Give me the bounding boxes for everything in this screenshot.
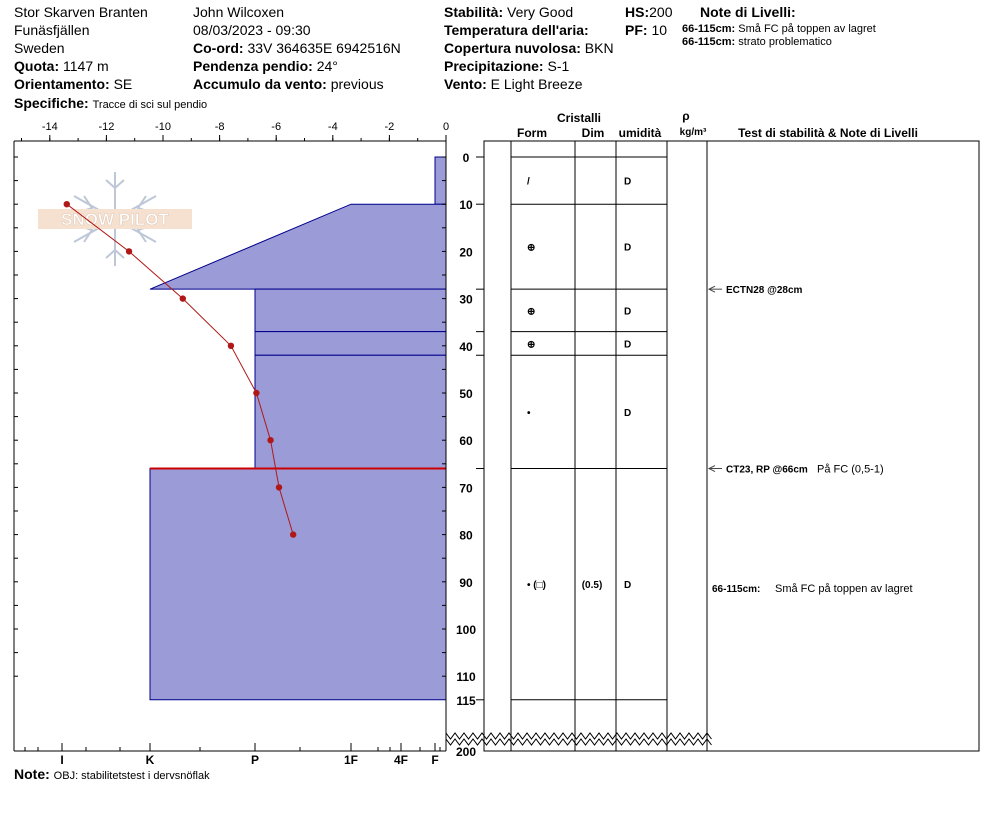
- tests-header: Test di stabilità & Note di Livelli: [738, 126, 918, 140]
- layer-moisture-0: D: [624, 176, 632, 188]
- wind-loading-value: previous: [330, 76, 384, 92]
- logo-text: SNOW PILOT: [61, 210, 169, 229]
- depth-break-upper: [446, 733, 712, 739]
- hardness-label: 1F: [343, 753, 359, 767]
- hardness-layer-1: [150, 204, 446, 289]
- temperature-point-0: [64, 201, 70, 207]
- hs-label: HS:: [625, 4, 650, 20]
- depth-label: 200: [455, 745, 477, 759]
- layer-notes-title: Note di Livelli:: [700, 4, 796, 20]
- table-frame: [484, 141, 979, 751]
- cloud-value: BKN: [584, 40, 614, 56]
- wind-value: E Light Breeze: [490, 76, 583, 92]
- temp-tick-label: -6: [271, 121, 282, 133]
- aspect-value: SE: [113, 76, 133, 92]
- temp-tick-label: -10: [155, 121, 171, 133]
- depth-label: 110: [456, 670, 476, 685]
- depth-axis: [456, 151, 476, 759]
- layer-size-5: (0.5): [581, 580, 603, 592]
- layer-note-2-range: 66-115cm:: [682, 36, 736, 48]
- temp-tick-label: -14: [41, 121, 58, 133]
- layer-moisture-3: D: [624, 339, 632, 351]
- density-header: ρ: [682, 109, 690, 123]
- depth-break-lower: [446, 739, 712, 745]
- hardness-layer-3: [255, 332, 446, 356]
- depth-label: 60: [459, 434, 473, 449]
- layer-form-1: ⊕: [527, 242, 536, 254]
- temperature-point-4: [253, 390, 259, 396]
- hs-value: 200: [649, 4, 673, 20]
- depth-label: 70: [459, 481, 473, 496]
- depth-label: 115: [456, 693, 476, 708]
- layer-form-5: • (□): [527, 580, 546, 592]
- temp-tick-label: -2: [384, 121, 395, 133]
- slope-value: 24°: [316, 58, 338, 74]
- country: Sweden: [14, 40, 65, 56]
- stability-value: Very Good: [507, 4, 574, 20]
- coord-label: Co-ord:: [193, 40, 244, 56]
- layer-comment-range-0: 66-115cm:: [712, 583, 761, 595]
- size-header: Dim: [581, 126, 605, 140]
- specifics-label: Specifiche:: [14, 95, 89, 111]
- specifics-value: Tracce di sci sul pendio: [92, 99, 208, 111]
- precip-label: Precipitazione:: [444, 58, 544, 74]
- hardness-label: P: [250, 753, 260, 767]
- coord-value: 33V 364635E 6942516N: [247, 40, 401, 56]
- hardness-layer-2: [255, 289, 446, 331]
- stability-label: Stabilità:: [444, 4, 504, 20]
- hardness-label: 4F: [393, 753, 409, 767]
- temperature-point-5: [267, 437, 273, 443]
- crystals-header: Cristalli: [556, 111, 602, 125]
- layer-moisture-1: D: [624, 242, 632, 254]
- layer-note-1-text: Små FC på toppen av lagret: [738, 23, 876, 35]
- location: Stor Skarven Branten: [14, 4, 148, 20]
- depth-label: 10: [459, 198, 473, 213]
- elevation-label: Quota:: [14, 58, 60, 74]
- layer-form-0: /: [527, 176, 530, 188]
- hardness-layer-4: [255, 355, 446, 468]
- cloud-label: Copertura nuvolosa:: [444, 40, 581, 56]
- pf-value: 10: [651, 22, 668, 38]
- layer-moisture-2: D: [624, 306, 632, 318]
- datetime: 08/03/2023 - 09:30: [193, 22, 311, 38]
- area: Funäsfjällen: [14, 22, 90, 38]
- test-label-0: ECTN28 @28cm: [726, 285, 803, 297]
- temp-tick-label: -4: [327, 121, 338, 133]
- layer-moisture-5: D: [624, 580, 632, 592]
- hardness-label: K: [145, 753, 155, 767]
- temp-tick-label: 0: [442, 121, 450, 133]
- footer-note-label: Note:: [14, 766, 50, 782]
- layer-moisture-4: D: [624, 407, 632, 419]
- hardness-profile: [150, 157, 446, 700]
- layer-comment-text-0: Små FC på toppen av lagret: [775, 582, 913, 595]
- form-header: Form: [517, 126, 547, 140]
- depth-label: 90: [459, 575, 473, 590]
- test-extra-1: På FC (0,5-1): [817, 463, 884, 476]
- depth-label: 20: [459, 245, 473, 260]
- temperature-point-3: [228, 343, 234, 349]
- temp-tick-label: -8: [214, 121, 225, 133]
- elevation-value: 1147 m: [63, 58, 109, 74]
- temperature-point-7: [290, 531, 296, 537]
- precip-value: S-1: [547, 58, 570, 74]
- hardness-label: I: [60, 753, 64, 767]
- density-unit: kg/m³: [679, 127, 707, 138]
- air-temp-label: Temperatura dell'aria:: [444, 22, 589, 38]
- hardness-layer-5: [150, 469, 446, 700]
- snowpilot-logo: [38, 172, 192, 266]
- pf-label: PF:: [625, 22, 648, 38]
- depth-label: 100: [455, 623, 477, 637]
- layer-form-4: •: [527, 407, 531, 419]
- wind-loading-label: Accumulo da vento:: [193, 76, 327, 92]
- layer-form-2: ⊕: [527, 306, 536, 318]
- layer-form-3: ⊕: [527, 339, 536, 351]
- layer-table: [446, 141, 979, 751]
- temperature-point-6: [276, 484, 282, 490]
- aspect-label: Orientamento:: [14, 76, 110, 92]
- test-label-1: CT23, RP @66cm: [726, 464, 808, 476]
- footer-note-value: OBJ: stabilitetstest i dervsnöflak: [53, 770, 210, 782]
- temp-tick-label: -12: [98, 121, 115, 133]
- slope-label: Pendenza pendio:: [193, 58, 313, 74]
- layer-note-2-text: strato problematico: [738, 36, 832, 48]
- hardness-label: F: [431, 753, 439, 767]
- wind-label: Vento:: [444, 76, 487, 92]
- depth-label: 80: [459, 528, 473, 543]
- depth-label: 30: [459, 292, 473, 307]
- observer: John Wilcoxen: [193, 4, 285, 20]
- layer-note-1-range: 66-115cm:: [682, 23, 736, 35]
- depth-label: 40: [459, 339, 473, 354]
- moisture-header: umidità: [618, 126, 662, 140]
- temperature-point-1: [126, 248, 132, 254]
- depth-label: 0: [462, 151, 470, 165]
- temperature-point-2: [180, 295, 186, 301]
- depth-label: 50: [459, 387, 473, 401]
